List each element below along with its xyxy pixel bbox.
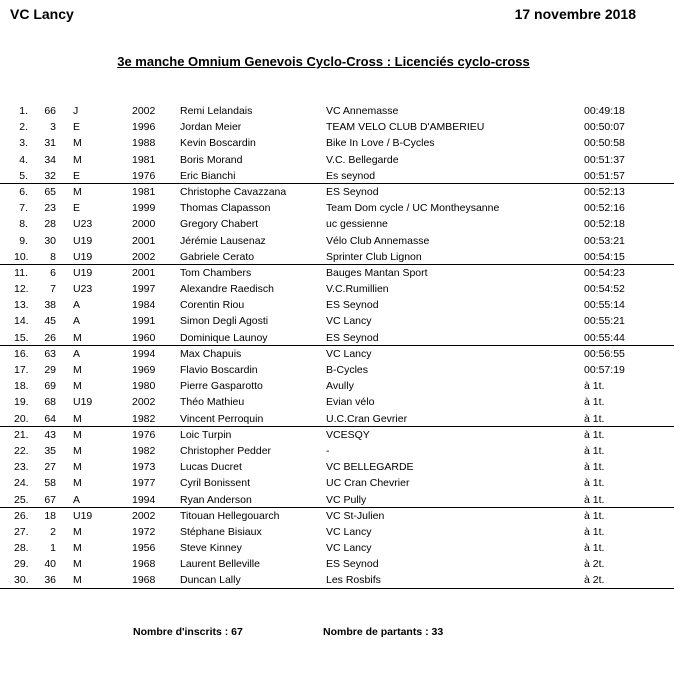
result-club: Sprinter Club Lignon bbox=[326, 250, 422, 263]
result-bib: 58 bbox=[44, 477, 56, 490]
result-rank: 1. bbox=[19, 105, 28, 117]
result-birth-year: 1969 bbox=[132, 364, 156, 376]
result-category: M bbox=[73, 558, 82, 571]
result-birth-year: 1968 bbox=[132, 558, 156, 571]
result-time: 00:52:13 bbox=[584, 185, 625, 198]
result-birth-year: 1973 bbox=[132, 461, 156, 474]
result-category: M bbox=[73, 444, 82, 457]
result-category: U23 bbox=[73, 218, 93, 231]
result-bib: 65 bbox=[44, 185, 56, 198]
result-birth-year: 1956 bbox=[132, 542, 156, 555]
result-row bbox=[0, 200, 674, 216]
starters-count: Nombre de partants : 33 bbox=[323, 626, 444, 638]
result-birth-year: 2002 bbox=[132, 105, 156, 117]
result-birth-year: 1976 bbox=[132, 169, 156, 182]
result-category: M bbox=[73, 461, 82, 474]
result-rider-name: Kevin Boscardin bbox=[180, 137, 256, 150]
result-category: M bbox=[73, 364, 82, 376]
result-club: Les Rosbifs bbox=[326, 574, 381, 587]
result-rank: 9. bbox=[19, 234, 28, 247]
result-rider-name: Laurent Belleville bbox=[180, 558, 260, 571]
result-rank: 25. bbox=[14, 493, 29, 506]
result-birth-year: 2002 bbox=[132, 509, 156, 522]
result-category: M bbox=[73, 477, 82, 490]
result-birth-year: 2002 bbox=[132, 250, 156, 263]
result-rider-name: Loic Turpin bbox=[180, 428, 232, 441]
result-category: J bbox=[73, 105, 79, 117]
result-time: 00:57:19 bbox=[584, 364, 625, 376]
result-bib: 36 bbox=[44, 574, 56, 587]
result-rider-name: Thomas Clapasson bbox=[180, 202, 271, 215]
result-time: 00:53:21 bbox=[584, 234, 625, 247]
race-title: 3e manche Omnium Genevois Cyclo-Cross : Licenciés cyclo-cross bbox=[117, 54, 530, 69]
result-bib: 32 bbox=[44, 169, 56, 182]
result-rider-name: Simon Degli Agosti bbox=[180, 315, 269, 328]
result-rider-name: Max Chapuis bbox=[180, 347, 242, 360]
result-time: 00:50:58 bbox=[584, 137, 625, 150]
result-birth-year: 1977 bbox=[132, 477, 156, 490]
result-row bbox=[0, 346, 674, 362]
result-club: ES Seynod bbox=[326, 558, 379, 571]
result-birth-year: 1981 bbox=[132, 185, 156, 198]
result-time: à 1t. bbox=[584, 444, 605, 457]
result-category: M bbox=[73, 331, 82, 344]
result-row bbox=[0, 540, 674, 556]
result-bib: 7 bbox=[50, 283, 56, 296]
result-category: M bbox=[73, 428, 82, 441]
result-rank: 18. bbox=[14, 380, 29, 393]
result-club: ES Seynod bbox=[326, 331, 379, 344]
result-rider-name: Eric Bianchi bbox=[180, 169, 236, 182]
result-category: U23 bbox=[73, 283, 93, 296]
result-bib: 30 bbox=[44, 234, 56, 247]
result-club: VC Lancy bbox=[326, 315, 372, 328]
result-time: 00:54:15 bbox=[584, 250, 625, 263]
result-time: à 1t. bbox=[584, 396, 605, 409]
result-time: 00:54:23 bbox=[584, 266, 625, 279]
result-category: E bbox=[73, 202, 81, 215]
result-club: ES Seynod bbox=[326, 299, 379, 312]
result-rider-name: Gabriele Cerato bbox=[180, 250, 255, 263]
result-row bbox=[0, 119, 674, 135]
result-rider-name: Tom Chambers bbox=[180, 266, 252, 279]
result-club: U.C.Cran Gevrier bbox=[326, 412, 408, 425]
result-club: B-Cycles bbox=[326, 364, 369, 376]
result-birth-year: 2000 bbox=[132, 218, 156, 231]
result-row bbox=[0, 103, 674, 119]
result-category: M bbox=[73, 185, 82, 198]
result-rider-name: Alexandre Raedisch bbox=[180, 283, 274, 296]
result-bib: 26 bbox=[44, 331, 56, 344]
result-time: à 1t. bbox=[584, 412, 605, 425]
result-row bbox=[0, 249, 674, 265]
result-row bbox=[0, 508, 674, 524]
result-club: Bike In Love / B-Cycles bbox=[326, 137, 435, 150]
result-bib: 67 bbox=[44, 493, 56, 506]
result-rider-name: Boris Morand bbox=[180, 153, 243, 166]
result-club: ES Seynod bbox=[326, 185, 379, 198]
result-time: à 1t. bbox=[584, 477, 605, 490]
result-rider-name: Ryan Anderson bbox=[180, 493, 252, 506]
result-row bbox=[0, 475, 674, 491]
result-category: M bbox=[73, 574, 82, 587]
result-rider-name: Gregory Chabert bbox=[180, 218, 259, 231]
result-rank: 12. bbox=[14, 283, 29, 296]
result-bib: 40 bbox=[44, 558, 56, 571]
result-rider-name: Théo Mathieu bbox=[180, 396, 245, 409]
results-table bbox=[0, 103, 674, 589]
result-time: à 1t. bbox=[584, 380, 605, 393]
result-rank: 17. bbox=[14, 364, 29, 376]
result-bib: 63 bbox=[44, 347, 56, 360]
result-birth-year: 1968 bbox=[132, 574, 156, 587]
result-club: TEAM VELO CLUB D'AMBERIEU bbox=[326, 121, 485, 134]
result-bib: 29 bbox=[44, 364, 56, 376]
result-bib: 27 bbox=[44, 461, 56, 474]
result-row bbox=[0, 216, 674, 232]
result-rank: 15. bbox=[14, 331, 29, 344]
result-rider-name: Vincent Perroquin bbox=[180, 412, 264, 425]
result-rider-name: Steve Kinney bbox=[180, 542, 242, 555]
result-club: uc gessienne bbox=[326, 218, 388, 231]
result-category: A bbox=[73, 315, 81, 328]
result-time: 00:55:21 bbox=[584, 315, 625, 328]
result-time: à 1t. bbox=[584, 509, 605, 522]
result-time: 00:50:07 bbox=[584, 121, 625, 134]
result-club: VC Lancy bbox=[326, 347, 372, 360]
result-club: Team Dom cycle / UC Montheysanne bbox=[326, 202, 500, 215]
result-club: Vélo Club Annemasse bbox=[326, 234, 430, 247]
result-rider-name: Corentin Riou bbox=[180, 299, 245, 312]
result-birth-year: 1980 bbox=[132, 380, 156, 393]
result-category: U19 bbox=[73, 250, 93, 263]
result-bib: 43 bbox=[44, 428, 56, 441]
result-rank: 11. bbox=[14, 266, 28, 279]
result-bib: 35 bbox=[44, 444, 56, 457]
result-bib: 45 bbox=[44, 315, 56, 328]
result-rank: 3. bbox=[19, 137, 28, 150]
result-bib: 3 bbox=[50, 121, 56, 134]
result-rank: 29. bbox=[14, 558, 29, 571]
result-rider-name: Pierre Gasparotto bbox=[180, 380, 263, 393]
result-rank: 13. bbox=[14, 299, 29, 312]
result-rank: 21. bbox=[14, 428, 29, 441]
result-row bbox=[0, 443, 674, 459]
result-bib: 38 bbox=[44, 299, 56, 312]
result-rider-name: Christophe Cavazzana bbox=[180, 185, 287, 198]
result-rider-name: Lucas Ducret bbox=[180, 461, 242, 474]
result-row bbox=[0, 524, 674, 540]
result-birth-year: 1976 bbox=[132, 428, 156, 441]
result-category: A bbox=[73, 299, 81, 312]
result-bib: 66 bbox=[44, 105, 56, 117]
result-club: - bbox=[326, 444, 330, 457]
result-bib: 68 bbox=[44, 396, 56, 409]
result-birth-year: 2002 bbox=[132, 396, 156, 409]
result-bib: 28 bbox=[44, 218, 56, 231]
result-club: VC Lancy bbox=[326, 525, 372, 538]
result-row bbox=[0, 313, 674, 329]
result-birth-year: 1972 bbox=[132, 525, 156, 538]
result-rider-name: Dominique Launoy bbox=[180, 331, 268, 344]
result-club: Avully bbox=[326, 380, 354, 393]
result-row bbox=[0, 572, 674, 588]
result-category: U19 bbox=[73, 266, 93, 279]
result-row bbox=[0, 265, 674, 281]
result-category: M bbox=[73, 153, 82, 166]
result-row bbox=[0, 135, 674, 151]
result-bib: 23 bbox=[44, 202, 56, 215]
registered-count: Nombre d'inscrits : 67 bbox=[133, 626, 243, 638]
result-rank: 22. bbox=[14, 444, 29, 457]
result-birth-year: 1996 bbox=[132, 121, 156, 134]
result-club: V.C. Bellegarde bbox=[326, 153, 399, 166]
result-bib: 64 bbox=[44, 412, 56, 425]
result-rider-name: Duncan Lally bbox=[180, 574, 241, 587]
result-rank: 20. bbox=[14, 412, 29, 425]
result-time: 00:52:18 bbox=[584, 218, 625, 231]
result-category: M bbox=[73, 542, 82, 555]
result-time: 00:55:14 bbox=[584, 299, 625, 312]
result-time: à 1t. bbox=[584, 542, 605, 555]
result-category: U19 bbox=[73, 234, 93, 247]
result-rank: 26. bbox=[14, 509, 29, 522]
result-category: M bbox=[73, 525, 82, 538]
result-category: M bbox=[73, 380, 82, 393]
result-time: 00:55:44 bbox=[584, 331, 625, 344]
result-rank: 14. bbox=[14, 315, 29, 328]
result-birth-year: 1982 bbox=[132, 412, 156, 425]
result-rank: 8. bbox=[19, 218, 28, 231]
result-rank: 30. bbox=[14, 574, 29, 587]
result-time: à 1t. bbox=[584, 428, 605, 441]
result-rank: 2. bbox=[19, 121, 28, 134]
result-time: 00:51:57 bbox=[584, 169, 625, 182]
result-birth-year: 1994 bbox=[132, 347, 156, 360]
result-row bbox=[0, 459, 674, 475]
result-rider-name: Christopher Pedder bbox=[180, 444, 272, 457]
result-category: A bbox=[73, 493, 81, 506]
result-bib: 18 bbox=[44, 509, 56, 522]
result-rank: 24. bbox=[14, 477, 29, 490]
result-birth-year: 1981 bbox=[132, 153, 156, 166]
result-birth-year: 2001 bbox=[132, 234, 156, 247]
result-category: E bbox=[73, 169, 81, 182]
result-rank: 5. bbox=[19, 169, 28, 182]
result-time: à 1t. bbox=[584, 493, 605, 506]
result-bib: 6 bbox=[50, 266, 56, 279]
result-birth-year: 1999 bbox=[132, 202, 156, 215]
result-bib: 34 bbox=[44, 153, 56, 166]
result-rider-name: Titouan Hellegouarch bbox=[180, 509, 280, 522]
result-rank: 27. bbox=[14, 525, 29, 538]
result-time: à 1t. bbox=[584, 525, 605, 538]
result-category: U19 bbox=[73, 396, 93, 409]
result-bib: 31 bbox=[44, 137, 56, 150]
result-row bbox=[0, 152, 674, 168]
result-club: VC Annemasse bbox=[326, 105, 399, 117]
result-rank: 6. bbox=[19, 185, 28, 198]
result-club: Es seynod bbox=[326, 169, 376, 182]
result-time: 00:56:55 bbox=[584, 347, 625, 360]
result-rider-name: Jérémie Lausenaz bbox=[180, 234, 266, 247]
result-birth-year: 1984 bbox=[132, 299, 156, 312]
result-row bbox=[0, 556, 674, 572]
result-row bbox=[0, 492, 674, 508]
result-rank: 4. bbox=[19, 153, 28, 166]
result-birth-year: 1994 bbox=[132, 493, 156, 506]
result-club: VC Pully bbox=[326, 493, 367, 506]
club-name-header: VC Lancy bbox=[10, 6, 74, 22]
result-rider-name: Jordan Meier bbox=[180, 121, 242, 134]
result-category: A bbox=[73, 347, 81, 360]
result-row bbox=[0, 378, 674, 394]
result-bib: 1 bbox=[50, 542, 56, 555]
result-club: VC BELLEGARDE bbox=[326, 461, 414, 474]
result-bib: 8 bbox=[50, 250, 56, 263]
result-row bbox=[0, 184, 674, 200]
result-birth-year: 1997 bbox=[132, 283, 156, 296]
result-rank: 28. bbox=[14, 542, 29, 555]
result-club: Evian vélo bbox=[326, 396, 375, 409]
result-row bbox=[0, 411, 674, 427]
result-category: E bbox=[73, 121, 81, 134]
result-birth-year: 2001 bbox=[132, 266, 156, 279]
result-rank: 16. bbox=[14, 347, 29, 360]
result-club: VC Lancy bbox=[326, 542, 372, 555]
result-category: M bbox=[73, 412, 82, 425]
result-rank: 23. bbox=[14, 461, 29, 474]
result-birth-year: 1988 bbox=[132, 137, 156, 150]
result-bib: 69 bbox=[44, 380, 56, 393]
result-rider-name: Remi Lelandais bbox=[180, 105, 253, 117]
result-category: U19 bbox=[73, 509, 93, 522]
result-time: à 1t. bbox=[584, 461, 605, 474]
result-time: 00:54:52 bbox=[584, 283, 625, 296]
race-date-header: 17 novembre 2018 bbox=[514, 6, 636, 22]
result-row bbox=[0, 394, 674, 410]
result-birth-year: 1982 bbox=[132, 444, 156, 457]
result-time: 00:49:18 bbox=[584, 105, 625, 117]
result-birth-year: 1991 bbox=[132, 315, 156, 328]
result-club: UC Cran Chevrier bbox=[326, 477, 410, 490]
result-row bbox=[0, 168, 674, 184]
result-row bbox=[0, 427, 674, 443]
result-rank: 10. bbox=[14, 250, 29, 263]
result-rank: 19. bbox=[14, 396, 29, 409]
result-row bbox=[0, 297, 674, 313]
result-row bbox=[0, 362, 674, 378]
result-row bbox=[0, 330, 674, 346]
result-rider-name: Stéphane Bisiaux bbox=[180, 525, 262, 538]
result-row bbox=[0, 281, 674, 297]
result-rider-name: Cyril Bonissent bbox=[180, 477, 251, 490]
result-bib: 2 bbox=[50, 525, 56, 538]
result-time: 00:52:16 bbox=[584, 202, 625, 215]
result-time: à 2t. bbox=[584, 574, 605, 587]
result-time: 00:51:37 bbox=[584, 153, 625, 166]
result-club: Bauges Mantan Sport bbox=[326, 266, 428, 279]
result-club: VCESQY bbox=[326, 428, 370, 441]
result-birth-year: 1960 bbox=[132, 331, 156, 344]
result-rank: 7. bbox=[19, 202, 28, 215]
result-club: VC St-Julien bbox=[326, 509, 385, 522]
result-rider-name: Flavio Boscardin bbox=[180, 364, 258, 376]
result-time: à 2t. bbox=[584, 558, 605, 571]
result-category: M bbox=[73, 137, 82, 150]
result-club: V.C.Rumillien bbox=[326, 283, 389, 296]
result-row bbox=[0, 233, 674, 249]
